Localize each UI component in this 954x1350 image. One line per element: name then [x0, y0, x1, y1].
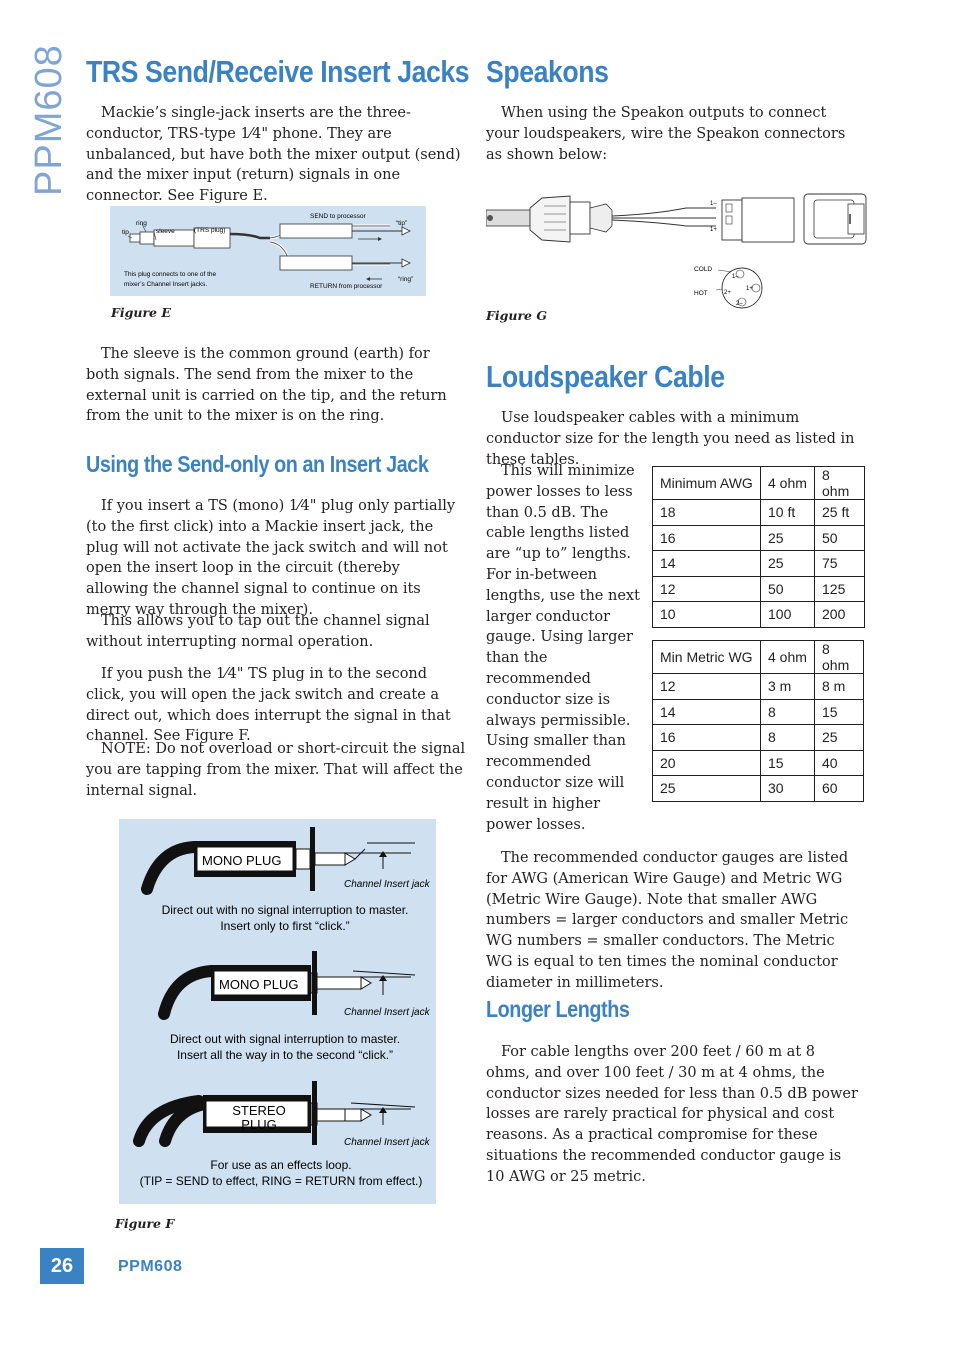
table-cell: 15 [815, 699, 864, 725]
heading-send-only: Using the Send-only on an Insert Jack [86, 451, 429, 477]
heading-speakons: Speakons [486, 54, 609, 89]
table-cell: 25 ft [815, 500, 865, 526]
figure-f-jack-label-3: Channel Insert jack [344, 1137, 430, 1148]
figure-g-caption: Figure G [486, 308, 548, 323]
table-row [653, 699, 864, 725]
fig-g-pin-2-plus: 2+ [724, 290, 731, 296]
heading-loudspeaker-cable: Loudspeaker Cable [486, 359, 725, 394]
table-cell: 18 [653, 500, 761, 526]
footer-product-name: PPM608 [118, 1258, 183, 1275]
figure-f-plug-label-3b: PLUG [241, 1117, 277, 1132]
table-row [653, 750, 864, 776]
table-row [653, 500, 865, 526]
fig-g-wire-minus-label: 1– [710, 201, 717, 207]
page-number: 26 [40, 1248, 84, 1284]
table-cell: 25 [815, 725, 864, 751]
sleeve-paragraph: The sleeve is the common ground (earth) for both signals. The send from the mixer to the external unit is carried on the tip, and the return from the unit to the mixer is on the ring. [86, 346, 447, 425]
fig-e-ring-label: ring [136, 220, 147, 227]
table-cell: 12 [653, 576, 761, 602]
figure-e-caption: Figure E [111, 305, 171, 320]
table-cell: 8 m [815, 674, 864, 700]
longer-lengths-paragraph: For cable lengths over 200 feet / 60 m at 8 ohms, and over 100 feet / 30 m at 4 ohms, the conductor sizes needed for less than 0.5 dB power losses are rarely practical for physical and cost reasons. As a practical compromise for these situations the recommended conductor gauge is 10 AWG or 25 metric. [486, 1044, 858, 1185]
send-only-paragraph-2: This allows you to tap out the channel signal without interrupting normal operation. [86, 613, 430, 650]
table-cell: 10 [653, 602, 761, 628]
send-only-paragraph-1: If you insert a TS (mono) 1⁄4" plug only partially (to the first click) into a Mackie insert jack, the plug will not activate the jack switch and will not open the insert loop in the circuit (thereby allowing the channel signal to continue on its merry way through the mixer). [86, 498, 456, 618]
figure-g-speakon-wiring [486, 186, 870, 310]
figure-f-caption: Figure F [115, 1216, 175, 1231]
fig-g-pin-2-minus: 2– [736, 301, 743, 307]
figure-f-jack-label-1: Channel Insert jack [344, 879, 430, 890]
table-cell: 50 [815, 525, 865, 551]
figure-f-desc-3a: For use as an effects loop. [210, 1158, 352, 1172]
figure-f-desc-3b: (TIP = SEND to effect, RING = RETURN from effect.) [139, 1174, 423, 1188]
table-row [653, 525, 865, 551]
table-header-cell: 4 ohm [761, 641, 815, 674]
side-product-title: PPM608 [28, 44, 70, 196]
table-header-cell: Minimum AWG [653, 467, 761, 500]
figure-f-jack-label-2: Channel Insert jack [344, 1007, 430, 1018]
table-row [653, 576, 865, 602]
table-cell: 125 [815, 576, 865, 602]
trs-intro-paragraph: Mackie’s single-jack inserts are the three-conductor, TRS-type 1⁄4" phone. They are unbalanced, but have both the mixer output (send) and the mixer input (return) signals in one connector. See Figure E. [86, 105, 461, 205]
table-header-cell: 8 ohm [815, 467, 865, 500]
send-only-paragraph-3: If you push the 1⁄4" TS plug in to the second click, you will open the jack switch and create a direct out, which does interrupt the signal in that channel. See Figure F. [86, 666, 451, 745]
figure-f-desc-2b: Insert all the way in to the second “click.” [176, 1048, 394, 1062]
table-cell: 10 ft [761, 500, 815, 526]
fig-g-pin-1-plus: 1+ [746, 286, 753, 292]
figure-f-plug-label-3a: STEREO [232, 1103, 286, 1118]
table-cell: 8 [761, 725, 815, 751]
table-header-cell: 8 ohm [815, 641, 864, 674]
table-cell: 100 [761, 602, 815, 628]
minimize-paragraph: This will minimize power losses to less than 0.5 dB. The cable lengths listed are “up to” lengths. For in-between lengths, use the next larger conductor gauge. Using larger than the recommended conductor size is always permissible. Using smaller than recommended conductor size will result in higher power losses. [486, 463, 640, 833]
figure-f-plug-diagram [119, 819, 436, 1204]
metric-wg-table [652, 640, 864, 802]
fig-g-cold-label: COLD [694, 266, 713, 273]
table-cell: 12 [653, 674, 761, 700]
table-row [653, 776, 864, 802]
heading-trs-insert: TRS Send/Receive Insert Jacks [86, 54, 470, 89]
table-cell: 60 [815, 776, 864, 802]
fig-g-pin-1-minus: 1– [732, 274, 739, 280]
figure-f-desc-1a: Direct out with no signal interruption to master. [161, 903, 409, 917]
table-cell: 15 [761, 750, 815, 776]
table-cell: 20 [653, 750, 761, 776]
table-cell: 16 [653, 525, 761, 551]
table-row [653, 602, 865, 628]
table-cell: 25 [761, 551, 815, 577]
table-row [653, 551, 865, 577]
fig-e-return-label: RETURN from processor [310, 283, 383, 290]
cable-intro-paragraph: Use loudspeaker cables with a minimum conductor size for the length you need as listed in these tables. [486, 410, 855, 468]
table-cell: 50 [761, 576, 815, 602]
table-header-row [653, 641, 864, 674]
table-header-cell: Min Metric WG [653, 641, 761, 674]
figure-f-desc-1b: Insert only to first “click.” [220, 919, 350, 933]
table-cell: 25 [761, 525, 815, 551]
note-paragraph: NOTE: Do not overload or short-circuit the signal you are tapping from the mixer. That will affect the internal signal. [86, 741, 466, 799]
gauges-paragraph: The recommended conductor gauges are listed for AWG (American Wire Gauge) and Metric WG (Metric Wire Gauge). Note that smaller AWG numbers = larger conductors and smaller Metric WG numbers = smaller conductors. The Metric WG is equal to ten times the nominal conductor diameter in millimeters. [486, 850, 849, 991]
table-cell: 16 [653, 725, 761, 751]
fig-e-note-line1: This plug connects to one of the [124, 271, 217, 278]
fig-e-tip-quote-label: “tip” [396, 220, 408, 227]
table-row [653, 674, 864, 700]
fig-g-wire-plus-label: 1+ [710, 227, 717, 233]
table-cell: 200 [815, 602, 865, 628]
figure-f-plug-label-2: MONO PLUG [219, 977, 299, 992]
table-cell: 75 [815, 551, 865, 577]
table-cell: 14 [653, 551, 761, 577]
fig-e-trs-plug-label: (TRS plug) [194, 227, 226, 234]
fig-e-send-label: SEND to processor [310, 213, 366, 220]
fig-e-sleeve-label: sleeve [156, 228, 175, 235]
fig-e-ring-quote-label: “ring” [398, 276, 414, 283]
table-row [653, 725, 864, 751]
table-cell: 3 m [761, 674, 815, 700]
heading-longer-lengths: Longer Lengths [486, 996, 630, 1022]
table-header-cell: 4 ohm [761, 467, 815, 500]
figure-f-plug-label-1: MONO PLUG [202, 853, 282, 868]
figure-f-desc-2a: Direct out with signal interruption to master. [169, 1032, 401, 1046]
table-header-row [653, 467, 865, 500]
fig-g-hot-label: HOT [694, 290, 708, 297]
awg-table [652, 466, 865, 628]
table-cell: 40 [815, 750, 864, 776]
table-cell: 30 [761, 776, 815, 802]
fig-e-note-line2: mixer’s Channel Insert jacks. [124, 281, 208, 288]
table-cell: 8 [761, 699, 815, 725]
figure-e-trs-diagram [110, 206, 426, 296]
speakons-intro-paragraph: When using the Speakon outputs to connect your loudspeakers, wire the Speakon connectors as shown below: [486, 105, 846, 163]
table-cell: 14 [653, 699, 761, 725]
fig-e-tip-label: tip [122, 229, 129, 236]
table-cell: 25 [653, 776, 761, 802]
